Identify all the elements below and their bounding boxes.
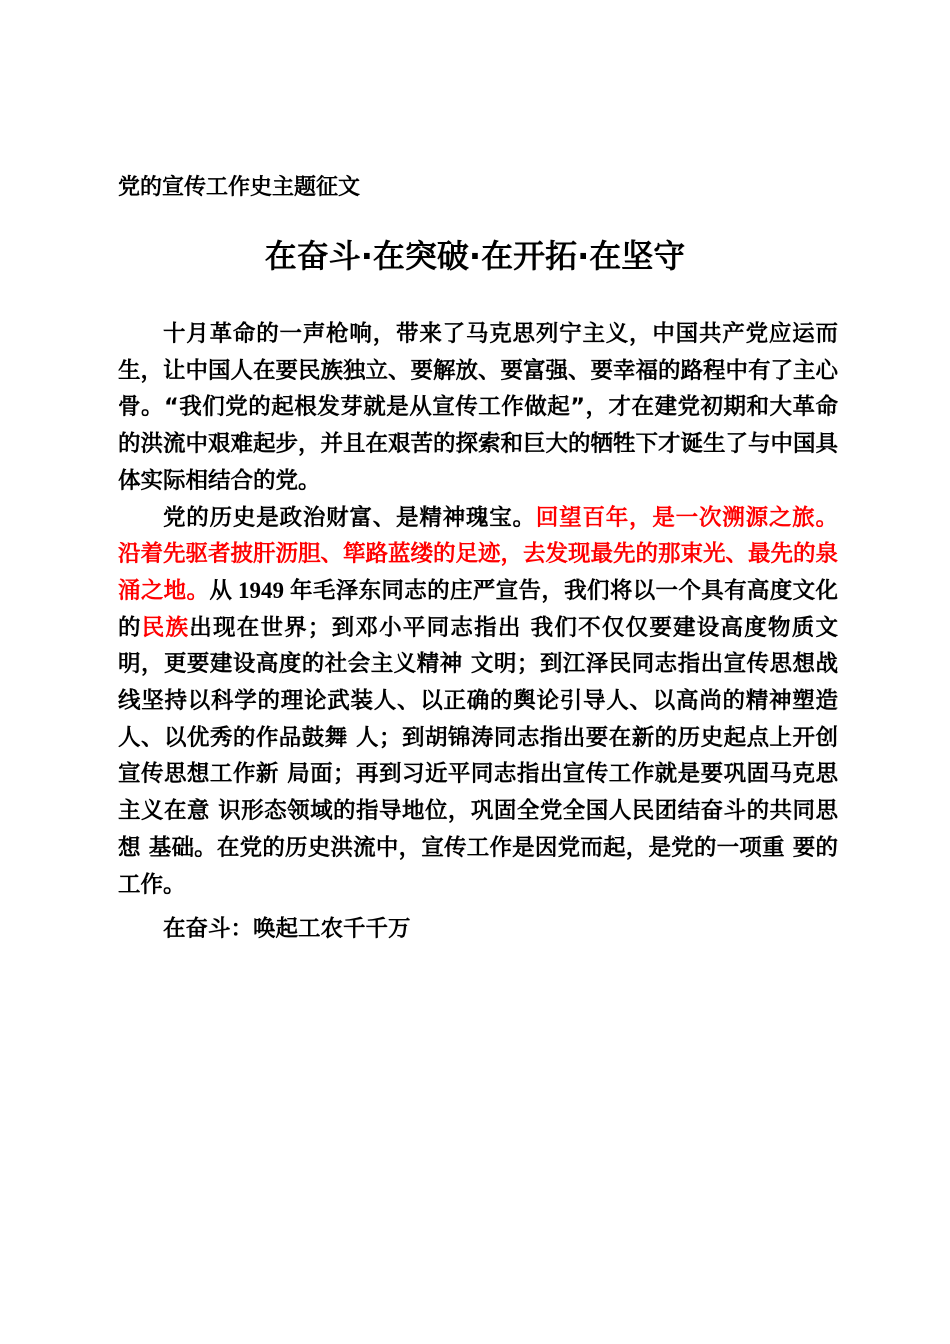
paragraph-2-part-1: 党的历史是政治财富、是精神瑰宝。 [163, 504, 536, 531]
page-title: 在奋斗·在突破·在开拓·在坚守 [264, 237, 686, 275]
header-label: 党的宣传工作史主题征文 [118, 175, 361, 200]
paragraph-1: 十月革命的一声枪响，带来了马克思列宁主义，中国共产党应运而生，让中国人在要民族独立、要解放、要富强、要幸福的路程中有了主心骨。“我们党的起根发芽就是从宣传工作做起”，才在建党初期和大革命的洪流中艰难起步，并且在艰苦的探索和巨大的牺牲下才诞生了与中国具体实际相结合的党。 [118, 321, 839, 494]
paragraph-2-part-6: 出现在世界；到邓小平同志指出 我们不仅仅要建设高度物质文明，更要建设高度的社会主义精神 文明；到江泽民同志指出宣传思想战线坚持以科学的理论武装人、以正确的舆论引导人、以高尚的精神塑造人、以优秀的作品鼓舞 人；到胡锦涛同志指出要在新的历史起点上开创宣传思想工作新 局面；再到习近平同志指出宣传工作就是要巩固马克思主义在意 识形态领域的指导地位，巩固全党全国人民团结奋斗的共同思想 基础。在党的历史洪流中，宣传工作是因党而起，是党的一项重 要的工作。 [118, 614, 838, 898]
paragraph-2 [118, 500, 838, 904]
paragraph-2-highlight-2: 民族 [141, 614, 190, 641]
paragraph-2-part-4: 年毛泽东同志的庄严宣告，我们将以一个具有高度文化的 [118, 577, 838, 641]
article-body [118, 316, 838, 948]
section-subheading: 在奋斗：唤起工农千千万 [163, 916, 411, 943]
paragraph-2-highlight-1: 回望百年，是一次溯源之旅。沿着先驱者披肝沥胆、筚路蓝缕的足迹，去发现最先的那束光、最先的泉涌之地。 [118, 504, 839, 604]
paragraph-2-part-3: 从 [209, 577, 233, 604]
paragraph-2-year: 1949 [237, 577, 284, 603]
